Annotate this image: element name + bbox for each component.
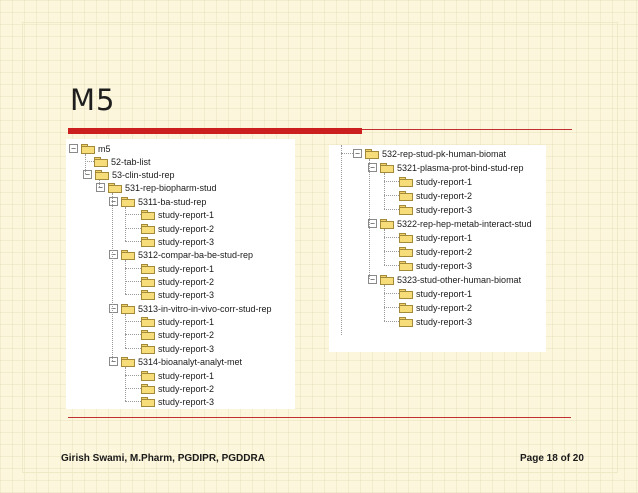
folder-icon <box>108 183 121 192</box>
tree-connector <box>125 375 141 376</box>
collapse-toggle-icon[interactable]: − <box>109 357 118 366</box>
folder-icon <box>399 261 412 270</box>
tree-node-label: 5314-bioanalyt-analyt-met <box>138 356 243 367</box>
tree-node[interactable] <box>399 315 472 328</box>
tree-node-label: study-report-1 <box>158 209 215 220</box>
collapse-toggle-icon[interactable]: − <box>96 183 105 192</box>
tree-node[interactable] <box>109 355 242 368</box>
tree-node[interactable] <box>368 161 524 174</box>
folder-icon <box>81 144 94 153</box>
tree-node[interactable] <box>141 222 214 235</box>
tree-node-label: study-report-2 <box>158 329 215 340</box>
tree-connector <box>384 293 399 294</box>
tree-node-label: 52-tab-list <box>111 156 151 167</box>
tree-node[interactable] <box>399 301 472 314</box>
tree-connector <box>384 285 385 321</box>
folder-icon <box>141 224 154 233</box>
tree-connector <box>112 193 113 361</box>
tree-node-label: 53-clin-stud-rep <box>112 169 175 180</box>
tree-connector <box>125 281 141 282</box>
tree-node-label: study-report-3 <box>158 343 215 354</box>
folder-icon <box>399 233 412 242</box>
tree-node-label: study-report-1 <box>158 316 215 327</box>
tree-node-label: 5323-stud-other-human-biomat <box>397 274 522 285</box>
tree-node-label: 5311-ba-stud-rep <box>138 196 207 207</box>
tree-connector <box>384 237 399 238</box>
folder-icon <box>399 247 412 256</box>
folder-icon <box>95 170 108 179</box>
folder-icon <box>121 357 134 366</box>
tree-connector <box>125 348 141 349</box>
tree-node[interactable] <box>399 287 472 300</box>
folder-icon <box>141 397 154 406</box>
footer-rule <box>68 417 571 418</box>
tree-node[interactable] <box>141 315 214 328</box>
tree-node-label: 532-rep-stud-pk-human-biomat <box>382 148 507 159</box>
tree-connector <box>125 260 126 294</box>
tree-connector <box>369 159 370 279</box>
tree-node-label: 531-rep-biopharm-stud <box>125 182 217 193</box>
folder-icon <box>141 290 154 299</box>
folder-icon <box>141 371 154 380</box>
title-accent-bar <box>68 128 362 134</box>
collapse-toggle-icon[interactable]: − <box>109 250 118 259</box>
folder-icon <box>94 157 107 166</box>
tree-node-label: study-report-1 <box>158 370 215 381</box>
tree-connector <box>125 207 126 241</box>
tree-node[interactable] <box>141 395 214 408</box>
folder-icon <box>141 264 154 273</box>
tree-node-label: study-report-1 <box>416 176 473 187</box>
tree-connector <box>125 334 141 335</box>
footer-page-number: Page 18 of 20 <box>520 453 584 464</box>
folder-icon <box>141 237 154 246</box>
tree-node[interactable] <box>141 208 214 221</box>
title-rule <box>362 129 572 130</box>
tree-connector <box>384 173 385 209</box>
folder-icon <box>380 275 393 284</box>
tree-connector <box>384 229 385 265</box>
tree-connector <box>125 214 141 215</box>
tree-node[interactable] <box>94 155 151 168</box>
folder-tree-left <box>66 139 295 409</box>
tree-node-label: study-report-2 <box>416 190 473 201</box>
tree-node-label: 5322-rep-hep-metab-interact-stud <box>397 218 532 229</box>
tree-connector <box>384 209 399 210</box>
collapse-toggle-icon[interactable]: − <box>109 304 118 313</box>
tree-connector <box>125 241 141 242</box>
tree-node[interactable] <box>141 328 214 341</box>
tree-node[interactable] <box>109 248 253 261</box>
tree-connector <box>384 251 399 252</box>
tree-connector <box>341 145 342 335</box>
folder-icon <box>121 197 134 206</box>
tree-connector <box>125 294 141 295</box>
tree-node[interactable] <box>399 245 472 258</box>
tree-connector <box>99 180 100 187</box>
tree-connector <box>384 307 399 308</box>
tree-node[interactable] <box>399 259 472 272</box>
tree-node[interactable] <box>368 273 521 286</box>
tree-node-label: study-report-1 <box>158 263 215 274</box>
tree-node-label: study-report-2 <box>416 246 473 257</box>
folder-icon <box>121 250 134 259</box>
folder-icon <box>365 149 378 158</box>
tree-connector <box>384 265 399 266</box>
tree-node-label: study-report-2 <box>158 276 215 287</box>
tree-node[interactable] <box>141 262 214 275</box>
collapse-toggle-icon[interactable]: − <box>69 144 78 153</box>
tree-node[interactable] <box>141 275 214 288</box>
tree-node[interactable] <box>69 142 111 155</box>
folder-icon <box>380 163 393 172</box>
folder-icon <box>399 289 412 298</box>
tree-connector <box>85 161 94 162</box>
tree-connector <box>125 268 141 269</box>
tree-connector <box>125 321 141 322</box>
footer-author: Girish Swami, M.Pharm, PGDIPR, PGDDRA <box>61 453 265 464</box>
tree-node-label: study-report-3 <box>416 316 473 327</box>
folder-icon <box>399 317 412 326</box>
tree-connector <box>125 367 126 401</box>
tree-node[interactable] <box>141 288 214 301</box>
folder-icon <box>399 191 412 200</box>
tree-node[interactable] <box>399 203 472 216</box>
folder-icon <box>141 277 154 286</box>
tree-node[interactable] <box>141 235 214 248</box>
collapse-toggle-icon[interactable]: − <box>109 197 118 206</box>
folder-icon <box>121 304 134 313</box>
tree-node[interactable] <box>83 168 175 181</box>
tree-node-label: study-report-1 <box>416 288 473 299</box>
tree-connector <box>125 314 126 348</box>
tree-node[interactable] <box>368 217 532 230</box>
tree-node[interactable] <box>399 189 472 202</box>
tree-node-label: study-report-2 <box>158 383 215 394</box>
tree-node-label: 5321-plasma-prot-bind-stud-rep <box>397 162 524 173</box>
tree-node-label: study-report-2 <box>158 223 215 234</box>
tree-node[interactable] <box>399 175 472 188</box>
tree-node-label: study-report-3 <box>158 289 215 300</box>
tree-node[interactable] <box>141 342 214 355</box>
tree-connector <box>384 195 399 196</box>
tree-node-label: study-report-3 <box>416 260 473 271</box>
tree-connector <box>85 154 86 174</box>
folder-icon <box>141 344 154 353</box>
folder-icon <box>399 177 412 186</box>
folder-icon <box>141 384 154 393</box>
slide-title: M5 <box>70 83 116 117</box>
tree-node-label: 5313-in-vitro-in-vivo-corr-stud-rep <box>138 303 272 314</box>
folder-icon <box>399 303 412 312</box>
tree-node-label: m5 <box>98 143 111 154</box>
tree-node-label: study-report-1 <box>416 232 473 243</box>
tree-connector <box>384 181 399 182</box>
folder-icon <box>141 330 154 339</box>
folder-icon <box>399 205 412 214</box>
collapse-toggle-icon[interactable]: − <box>368 163 377 172</box>
collapse-toggle-icon[interactable]: − <box>83 170 92 179</box>
collapse-toggle-icon[interactable]: − <box>368 275 377 284</box>
tree-node[interactable] <box>399 231 472 244</box>
folder-icon <box>141 317 154 326</box>
tree-node-label: 5312-compar-ba-be-stud-rep <box>138 249 254 260</box>
collapse-toggle-icon[interactable]: − <box>368 219 377 228</box>
tree-node-label: study-report-3 <box>158 236 215 247</box>
tree-node-label: study-report-2 <box>416 302 473 313</box>
tree-node[interactable] <box>109 302 272 315</box>
tree-node[interactable] <box>141 369 214 382</box>
folder-tree-right <box>329 145 546 352</box>
tree-node[interactable] <box>141 382 214 395</box>
tree-connector <box>125 388 141 389</box>
folder-icon <box>141 210 154 219</box>
tree-node[interactable] <box>109 195 206 208</box>
tree-connector <box>384 321 399 322</box>
folder-icon <box>380 219 393 228</box>
tree-node-label: study-report-3 <box>416 204 473 215</box>
tree-connector <box>125 228 141 229</box>
collapse-toggle-icon[interactable]: − <box>353 149 362 158</box>
tree-connector <box>341 153 353 154</box>
tree-node[interactable] <box>96 181 217 194</box>
tree-node-label: study-report-3 <box>158 396 215 407</box>
tree-node[interactable] <box>353 147 506 160</box>
tree-connector <box>125 401 141 402</box>
